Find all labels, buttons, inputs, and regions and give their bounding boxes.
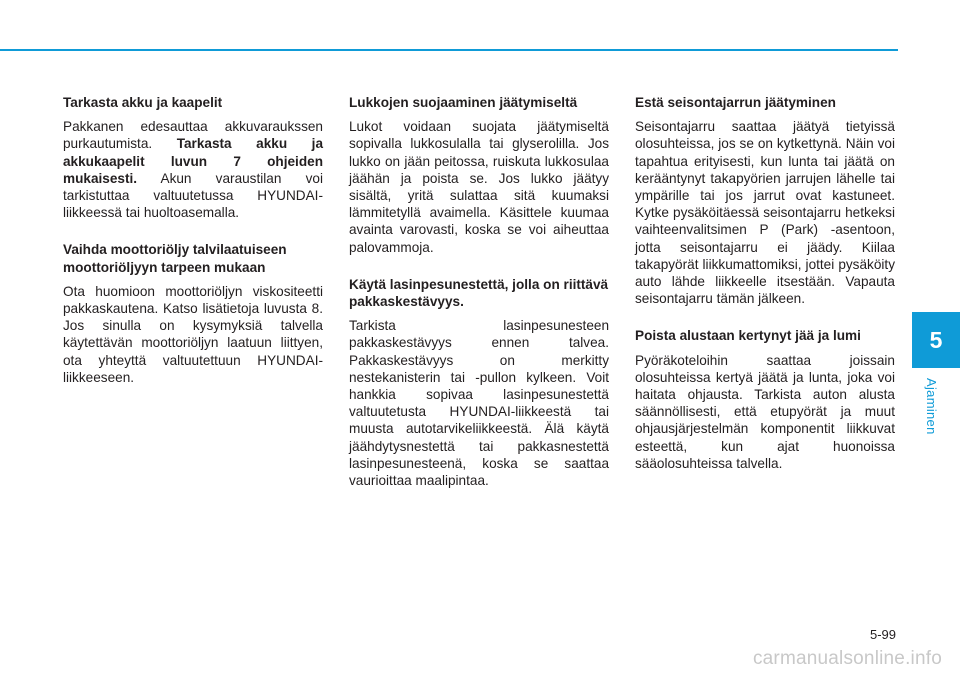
column-1 [63, 94, 323, 406]
header-rule [0, 49, 898, 51]
chapter-label: Ajaminen [924, 378, 939, 435]
section-heading-engine-oil: Vaihda moottoriöljy talvilaatuiseen moottoriöljyyn tarpeen mukaan [63, 242, 287, 275]
section-heading-battery: Tarkasta akku ja kaapelit [63, 95, 223, 110]
battery-text-part-1: Pakkanen edesauttaa akkuvaraukssen purkautumista. [63, 119, 323, 152]
battery-text-bold: Tarkasta akku ja akkukaapelit luvun 7 ohjeiden mukaisesti. [63, 136, 324, 186]
watermark: carmanualsonline.info [752, 648, 942, 669]
section-text-engine-oil: Ota huomioon moottoriöljyn viskositeetti pakkaskautena. Katso lisätietoja luvusta 8. Jos sinulla on kysymyksiä talvella käytettävän moottoriöljyn laatuun liittyen, ota yhteyttä valtuutettuun HYUNDAI-liikkeeseen. [63, 283, 323, 385]
chapter-number-tab: 5 [912, 312, 960, 368]
section-text-battery [63, 118, 323, 221]
column-2 [349, 94, 609, 509]
section-text-underbody-ice: Pyöräkoteloihin saattaa joissain olosuhteissa kertyä jäätä ja lunta, joka voi haitata ohjausta. Tarkista auton alusta säännöllisesti, että etupyörät ja muut ohjausjärjestelmän komponentit liikkuvat esteettä, kun ajat huonoissa sääolosuhteissa talvella. [635, 352, 895, 471]
section-heading-underbody-ice: Poista alustaan kertynyt jää ja lumi [635, 328, 861, 344]
section-heading-locks: Lukkojen suojaaminen jäätymiseltä [349, 95, 578, 110]
page-number: 5-99 [869, 627, 896, 642]
battery-text-part-2: Akun varaustilan voi tarkistuttaa valtuutetussa HYUNDAI-liikkeessä tai huoltoasemalla. [63, 170, 323, 221]
section-text-locks: Lukot voidaan suojata jäätymiseltä sopivalla lukkosulalla tai glyserolilla. Jos lukko on jään peitossa, ruiskuta lukkosulaa jäähän ja poista se. Jos lukko jäätyy sisältä, yritä sulattaa sitä kuumaksi lämmitetyllä avaimella. Käsittele kuumaa avainta varovasti, koska se voi aiheuttaa palovammoja. [349, 119, 609, 255]
section-heading-parking-brake: Estä seisontajarrun jäätyminen [635, 95, 836, 110]
column-3 [635, 94, 895, 492]
section-heading-washer-fluid: Käytä lasinpesunestettä, jolla on riittävä pakkaskestävyys. [349, 276, 609, 310]
section-text-parking-brake: Seisontajarru saattaa jäätyä tietyissä olosuhteissa, jos se on kytkettynä. Näin voi tapahtua erityisesti, kun lunta tai jäätä on kerääntynyt takapyörien jarrujen lähelle tai ympärille tai jos jarrut ovat kastuneet. Kytke pysäköitäessä seisontajarru hetkeksi vaihteenvalitsimen P (Park) -asentoon, jotta seisontajarru ei jäädy. Kiilaa takapyörät liikkumattomiksi, jottei pysäköity auto lähde liikkeelle itsestään. Vapauta seisontajarru tämän jälkeen. [635, 119, 895, 307]
section-text-washer-fluid: Tarkista lasinpesunesteen pakkaskestävyys ennen talvea. Pakkaskestävyys on merkitty nestekanisterin tai -pullon kylkeen. Voit hankkia sopivaa lasinpesunestettä valtuutetusta HYUNDAI-liikkeestä tai muusta autotarvikeliikkeestä. Älä käytä jäähdytysnestettä tai pakkasnestettä lasinpesunesteenä, koska se saattaa vaurioittaa maalipintaa. [349, 318, 609, 489]
